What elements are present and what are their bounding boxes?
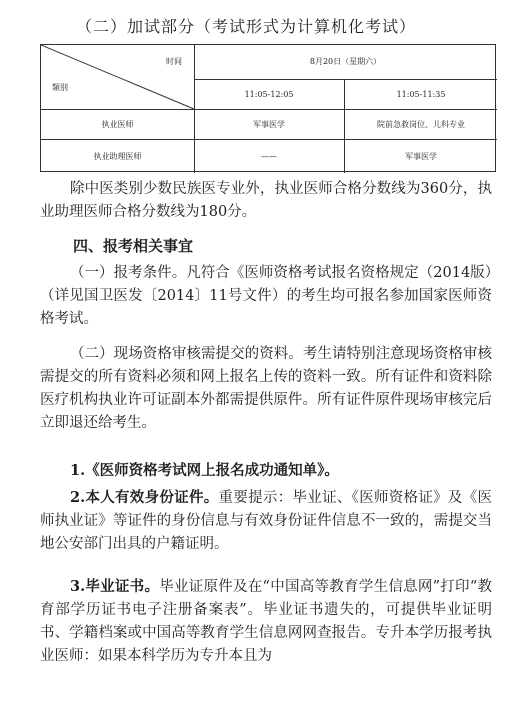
exam-schedule-table xyxy=(40,44,496,172)
passing-score-paragraph: 除中医类别少数民族医专业外，执业医师合格分数线为360分，执业助理医师合格分数线为180分。 xyxy=(40,181,492,220)
item-3-title: 3.毕业证书。 xyxy=(70,578,160,595)
row-2-slot-1: —— xyxy=(261,152,277,161)
item-2-id-card xyxy=(40,486,492,556)
table-divider xyxy=(41,139,497,140)
item-2-text: 重要提示：毕业证、《医师资格证》及《医师执业证》等证件的身份信息与有效身份证件信息不一致的，需提交当地公安部门出具的户籍证明。 xyxy=(40,490,493,552)
header-category-label: 類别 xyxy=(52,83,68,92)
header-slot-2: 11:05-11:35 xyxy=(396,90,446,99)
row-2-label: 执业助理医师 xyxy=(93,152,142,161)
item-3-diploma xyxy=(40,575,492,668)
registration-conditions-paragraph: （一）报考条件。凡符合《医师资格考试报名资格规定（2014版）（详见国卫医发〔2014〕11号文件）的考生均可报名参加国家医师资格考试。 xyxy=(40,265,492,327)
item-3-text: 毕业证原件及在“中国高等教育学生信息网”打印“教育部学历证书电子注册备案表”。毕业证书遗失的，可提供毕业证明书、学籍档案或中国高等教育学生信息网网查报告。专升本学历报考执业医师：如果本科学历为专升本且为 xyxy=(40,579,492,664)
table-divider xyxy=(194,79,497,80)
header-date: 8月20日（星期六） xyxy=(309,57,382,66)
item-2-title: 2.本人有效身份证件。 xyxy=(70,489,219,506)
header-time-label: 时间 xyxy=(166,57,182,66)
row-1-slot-2: 院前急救岗位、儿科专业 xyxy=(377,120,465,129)
row-1-slot-1: 军事医学 xyxy=(253,120,285,129)
row-1-label: 执业医师 xyxy=(101,120,134,129)
header-diagonal xyxy=(41,45,195,110)
materials-paragraph: （二）现场资格审核需提交的资料。考生请特别注意现场资格审核需提交的所有资料必须和网上报名上传的资料一致。所有证件和资料除医疗机构执业许可证副本外都需提供原件。所有证件原件现场审核完后立即退还给考生。 xyxy=(40,346,492,431)
header-slot-1: 11:05-12:05 xyxy=(244,90,294,99)
section-title: （二）加试部分（考试形式为计算机化考试） xyxy=(76,17,417,36)
item-1-notice: 1.《医师资格考试网上报名成功通知单》。 xyxy=(70,462,339,479)
section-4-heading: 四、报考相关事宜 xyxy=(73,237,194,255)
row-2-slot-2: 军事医学 xyxy=(405,152,437,161)
